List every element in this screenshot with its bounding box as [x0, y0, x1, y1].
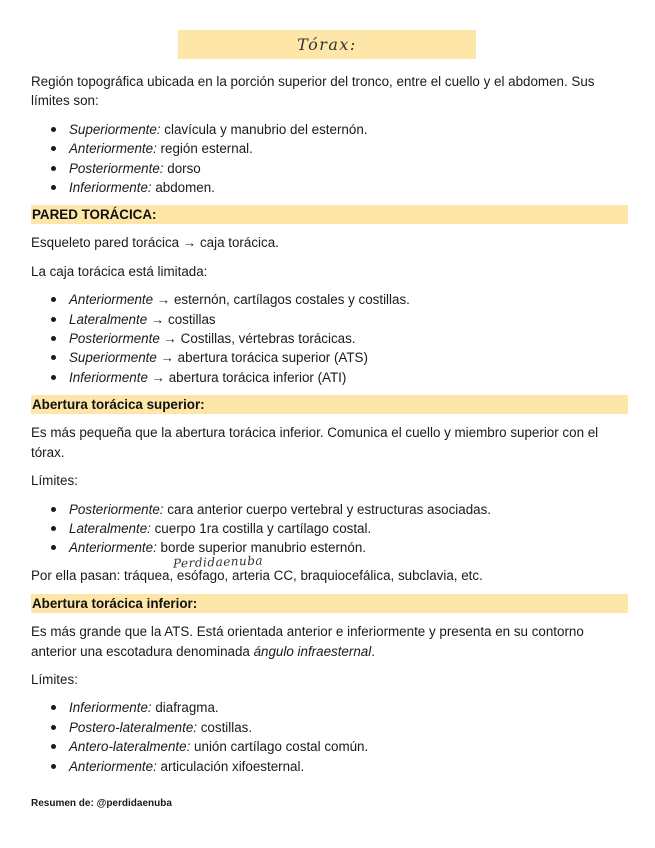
inferior-limits-label: Límites: [31, 671, 78, 687]
section-heading-inferior: Abertura torácica inferior: [31, 594, 628, 613]
list-item: Anteriormente: borde superior manubrio esternón. [69, 538, 627, 557]
pared-list [31, 290, 627, 387]
list-item: Posteriormente: cara anterior cuerpo vertebral y estructuras asociadas. [69, 500, 627, 519]
footer-credit: Resumen de: @perdidaenuba [31, 797, 172, 809]
list-item: Lateralmente → costillas [69, 310, 627, 329]
superior-paragraph: Es más pequeña que la abertura torácica inferior. Comunica el cuello y miembro superior con el tórax. [31, 425, 599, 460]
list-item: Anteriormente → esternón, cartílagos costales y costillas. [69, 290, 627, 309]
superior-pass-paragraph: Perdidaenuba Por ella pasan: tráquea, esófago, arteria CC, braquiocefálica, subclavia, etc. [31, 553, 483, 583]
pared-paragraph-2: La caja torácica está limitada: [31, 263, 208, 279]
document-page [31, 30, 627, 813]
superior-limits-label: Límites: [31, 473, 78, 489]
list-item: Inferiormente: diafragma. [69, 698, 627, 717]
list-item: Lateralmente: cuerpo 1ra costilla y cartílago costal. [69, 519, 627, 538]
superior-list [31, 500, 627, 558]
pared-paragraph-1: Esqueleto pared torácica → caja torácica. [31, 235, 279, 251]
list-item: Anteriormente: articulación xifoesternal. [69, 757, 627, 776]
list-item: Posteriormente → Costillas, vértebras torácicas. [69, 329, 627, 348]
page-title: Tórax: [178, 30, 476, 59]
list-item: Superiormente: clavícula y manubrio del esternón. [69, 120, 627, 139]
thorax-limits-list [31, 120, 627, 198]
intro-paragraph: Región topográfica ubicada en la porción superior del tronco, entre el cuello y el abdomen. Sus límites son: [31, 74, 595, 109]
watermark-signature: Perdidaenuba [172, 553, 264, 571]
list-item: Superiormente → abertura torácica superior (ATS) [69, 348, 627, 367]
list-item: Inferiormente: abdomen. [69, 178, 627, 197]
list-item: Anteriormente: región esternal. [69, 139, 627, 158]
inferior-list [31, 698, 627, 776]
list-item: Postero-lateralmente: costillas. [69, 718, 627, 737]
inferior-paragraph: Es más grande que la ATS. Está orientada anterior e inferiormente y presenta en su contorno anterior una escotadura denominada ángulo infraesternal. [31, 624, 584, 659]
list-item: Posteriormente: dorso [69, 159, 627, 178]
list-item: Inferiormente → abertura torácica inferior (ATI) [69, 368, 627, 387]
list-item: Antero-lateralmente: unión cartílago costal común. [69, 737, 627, 756]
section-heading-superior: Abertura torácica superior: [31, 395, 628, 414]
section-heading-pared: PARED TORÁCICA: [31, 205, 628, 224]
